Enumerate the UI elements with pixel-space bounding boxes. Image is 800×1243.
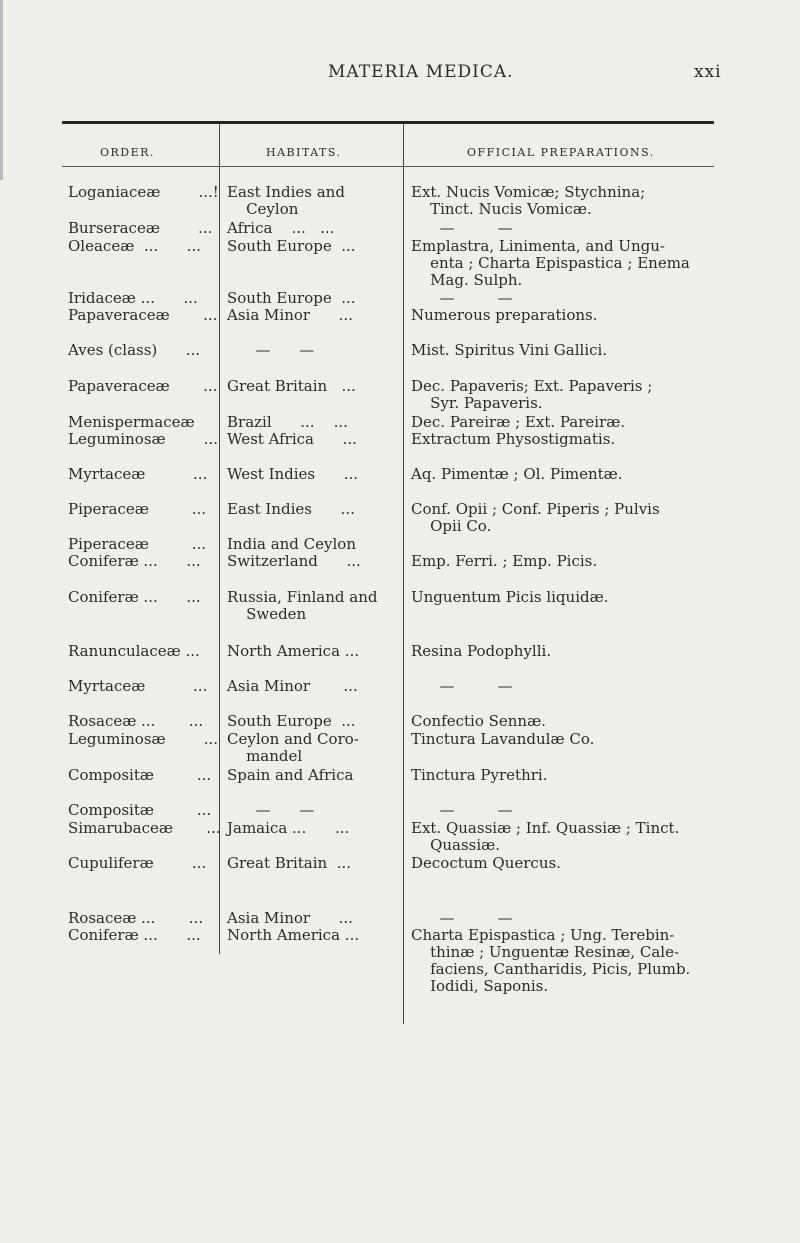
habitat-cell: India and Ceylon bbox=[227, 535, 356, 553]
habitat-cell: East Indies ... bbox=[227, 500, 355, 518]
order-cell: Leguminosæ ... bbox=[68, 430, 219, 448]
order-cell: Burseraceæ ... bbox=[68, 219, 213, 237]
habitat-cell: North America ... bbox=[227, 926, 360, 944]
preparation-cell: Tinctura Pyrethri. bbox=[411, 766, 548, 784]
preparation-cell: Emplastra, Linimenta, and Ungu- enta ; Charta Epispastica ; Enema Mag. Sulph. bbox=[411, 237, 690, 289]
column-header-order: ORDER. bbox=[100, 146, 155, 159]
habitat-cell: West Africa ... bbox=[227, 430, 357, 448]
preparation-cell: Conf. Opii ; Conf. Piperis ; Pulvis Opii Co. bbox=[411, 500, 660, 535]
column-divider-2 bbox=[403, 124, 404, 1024]
habitat-cell: Asia Minor ... bbox=[227, 677, 358, 695]
habitat-cell: Russia, Finland and Sweden bbox=[227, 588, 378, 623]
preparation-cell: — — bbox=[411, 219, 513, 237]
order-cell: Myrtaceæ ... bbox=[68, 677, 208, 695]
order-cell: Piperaceæ ... bbox=[68, 500, 207, 518]
order-cell: Compositæ ... bbox=[68, 801, 212, 819]
order-cell: Simarubaceæ ... bbox=[68, 819, 221, 837]
order-cell: Iridaceæ ... ... bbox=[68, 289, 198, 307]
habitat-cell: Jamaica ... ... bbox=[227, 819, 350, 837]
order-cell: Cupuliferæ ... bbox=[68, 854, 207, 872]
order-cell: Coniferæ ... ... bbox=[68, 588, 201, 606]
preparation-cell: Confectio Sennæ. bbox=[411, 712, 546, 730]
column-header-habitats: HABITATS. bbox=[266, 146, 342, 159]
order-cell: Aves (class) ... bbox=[68, 341, 201, 359]
habitat-cell: Great Britain ... bbox=[227, 854, 352, 872]
order-cell: Menispermaceæ bbox=[68, 413, 195, 431]
habitat-cell: Ceylon and Coro- mandel bbox=[227, 730, 359, 765]
order-cell: Myrtaceæ ... bbox=[68, 465, 208, 483]
preparation-cell: — — bbox=[411, 909, 513, 927]
order-cell: Rosaceæ ... ... bbox=[68, 712, 204, 730]
preparation-cell: Ext. Nucis Vomicæ; Stychnina; Tinct. Nucis Vomicæ. bbox=[411, 183, 646, 218]
habitat-cell: Asia Minor ... bbox=[227, 909, 353, 927]
page-edge bbox=[0, 0, 3, 180]
order-cell: Coniferæ ... ... bbox=[68, 552, 201, 570]
preparation-cell: Emp. Ferri. ; Emp. Picis. bbox=[411, 552, 598, 570]
preparation-cell: Decoctum Quercus. bbox=[411, 854, 561, 872]
habitat-cell: South Europe ... bbox=[227, 289, 356, 307]
page-number: xxi bbox=[694, 62, 722, 82]
order-cell: Papaveraceæ ... bbox=[68, 306, 218, 324]
preparation-cell: Dec. Papaveris; Ext. Papaveris ; Syr. Papaveris. bbox=[411, 377, 653, 412]
page-title: MATERIA MEDICA. bbox=[328, 62, 514, 82]
order-cell: Leguminosæ ... bbox=[68, 730, 219, 748]
habitat-cell: Asia Minor ... bbox=[227, 306, 353, 324]
preparation-cell: Ext. Quassiæ ; Inf. Quassiæ ; Tinct. Quassiæ. bbox=[411, 819, 680, 854]
habitat-cell: East Indies and Ceylon bbox=[227, 183, 345, 218]
habitat-cell: South Europe ... bbox=[227, 712, 356, 730]
order-cell: Rosaceæ ... ... bbox=[68, 909, 204, 927]
preparation-cell: Charta Epispastica ; Ung. Terebin- thinæ ; Unguentæ Resinæ, Cale- faciens, Cantharidis, Picis, Plumb. Iodidi, Saponis. bbox=[411, 926, 691, 995]
habitat-cell: West Indies ... bbox=[227, 465, 359, 483]
preparation-cell: Mist. Spiritus Vini Gallici. bbox=[411, 341, 608, 359]
habitat-cell: Spain and Africa bbox=[227, 766, 354, 784]
preparation-cell: — — bbox=[411, 677, 513, 695]
order-cell: Papaveraceæ ... bbox=[68, 377, 218, 395]
preparation-cell: Aq. Pimentæ ; Ol. Pimentæ. bbox=[411, 465, 623, 483]
column-header-preparations: OFFICIAL PREPARATIONS. bbox=[467, 146, 655, 159]
habitat-cell: South Europe ... bbox=[227, 237, 356, 255]
habitat-cell: Great Britain ... bbox=[227, 377, 356, 395]
order-cell: Piperaceæ ... bbox=[68, 535, 207, 553]
running-head bbox=[0, 62, 800, 86]
table-top-rule bbox=[62, 121, 714, 124]
preparation-cell: — — bbox=[411, 289, 513, 307]
habitat-cell: — — bbox=[227, 341, 315, 359]
preparation-cell: Unguentum Picis liquidæ. bbox=[411, 588, 609, 606]
order-cell: Ranunculaceæ ... bbox=[68, 642, 200, 660]
preparation-cell: Tinctura Lavandulæ Co. bbox=[411, 730, 595, 748]
preparation-cell: Resina Podophylli. bbox=[411, 642, 552, 660]
order-cell: Coniferæ ... ... bbox=[68, 926, 201, 944]
preparation-cell: Extractum Physostigmatis. bbox=[411, 430, 616, 448]
preparation-cell: Dec. Pareiræ ; Ext. Pareiræ. bbox=[411, 413, 626, 431]
habitat-cell: Brazil ... ... bbox=[227, 413, 348, 431]
habitat-cell: North America ... bbox=[227, 642, 360, 660]
table-header-rule bbox=[62, 166, 714, 167]
preparation-cell: — — bbox=[411, 801, 513, 819]
habitat-cell: — — bbox=[227, 801, 315, 819]
preparation-cell: Numerous preparations. bbox=[411, 306, 598, 324]
order-cell: Compositæ ... bbox=[68, 766, 212, 784]
habitat-cell: Africa ... ... bbox=[227, 219, 335, 237]
habitat-cell: Switzerland ... bbox=[227, 552, 361, 570]
order-cell: Oleaceæ ... ... bbox=[68, 237, 202, 255]
order-cell: Loganiaceæ ...! bbox=[68, 183, 219, 201]
